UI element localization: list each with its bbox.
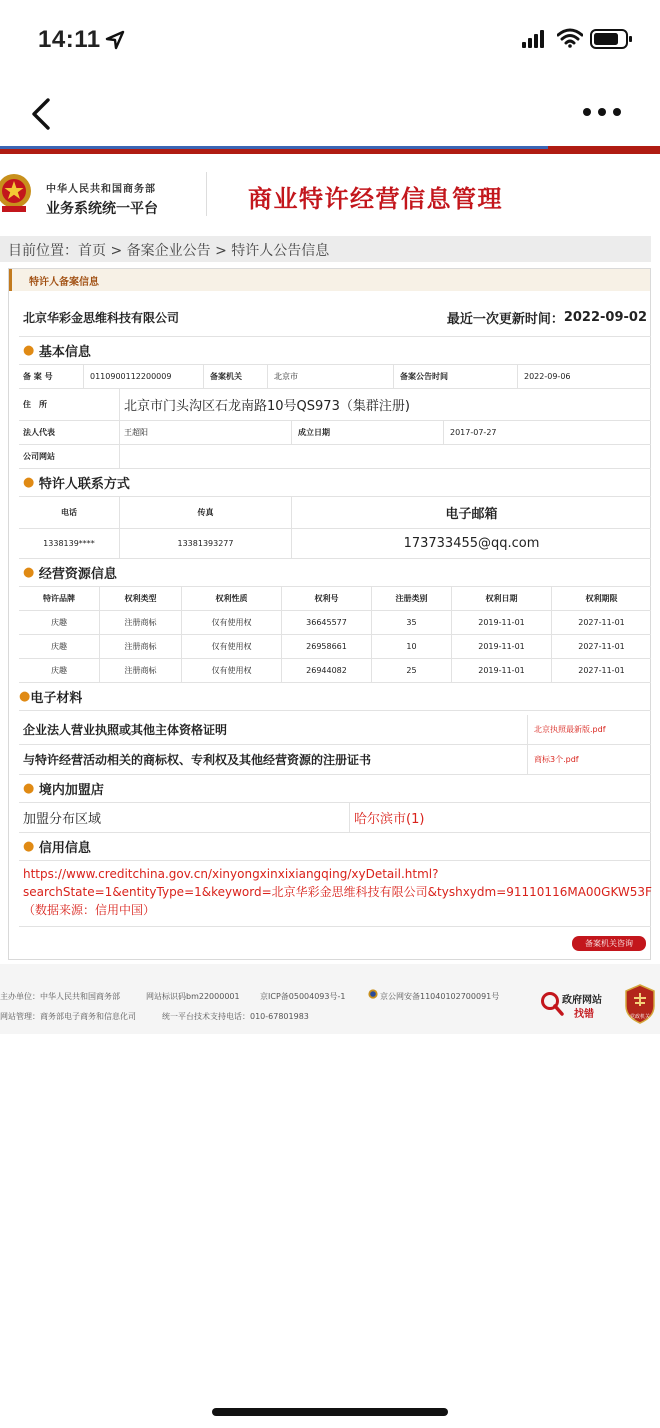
national-emblem-icon <box>0 170 34 216</box>
update-info <box>447 299 647 336</box>
status-bar <box>0 0 660 80</box>
header-divider <box>206 172 207 216</box>
panel-title: 特许人备案信息 <box>9 269 650 291</box>
material-label: 企业法人营业执照或其他主体资格证明 <box>23 723 228 737</box>
breadcrumb-separator: > <box>210 243 232 259</box>
announce-date-value: 2022-09-06 <box>517 365 651 388</box>
company-name: 北京华彩金思维科技有限公司 <box>23 311 180 325</box>
col-header: 权利日期 <box>451 587 551 610</box>
credit-url-line1[interactable]: https://www.creditchina.gov.cn/xinyongxinxixiangqing/xyDetail.html? <box>23 867 439 881</box>
home-indicator[interactable] <box>212 1408 448 1416</box>
announce-date-label: 备案公告时间 <box>393 365 517 388</box>
breadcrumb-home-link[interactable]: 首页 <box>78 243 106 259</box>
col-header: 权利期限 <box>551 587 651 610</box>
material-label: 与特许经营活动相关的商标权、专利权及其他经营资源的注册证书 <box>23 753 372 767</box>
section-materials <box>19 683 651 711</box>
platform-name: 业务系统统一平台 <box>46 201 158 217</box>
email-value[interactable]: 173733455@qq.com <box>291 529 651 558</box>
table-row <box>19 635 651 659</box>
ministry-name: 中华人民共和国商务部 <box>46 184 156 195</box>
table-cell: 10 <box>371 635 451 658</box>
bullet-dot-icon: ● <box>23 475 35 490</box>
more-options-icon[interactable] <box>582 106 622 118</box>
bullet-dot-icon: ● <box>23 343 35 358</box>
table-row <box>19 659 651 683</box>
section-credit <box>19 833 651 861</box>
table-cell: 注册商标 <box>99 635 181 658</box>
col-header: 权利性质 <box>181 587 281 610</box>
material-row <box>19 745 651 775</box>
table-cell: 庆趣 <box>51 642 67 651</box>
gov-site-label: 政府网站 <box>562 995 602 1006</box>
table-cell: 36645577 <box>281 611 371 634</box>
table-cell: 注册商标 <box>99 659 181 682</box>
table-cell: 2027-11-01 <box>551 611 651 634</box>
breadcrumb-announcements-link[interactable]: 备案企业公告 <box>126 243 211 259</box>
footer-host: 主办单位：中华人民共和国商务部 <box>0 992 120 1001</box>
credit-link[interactable] <box>19 865 651 927</box>
resources-header-row <box>19 587 651 611</box>
col-header: 权利类型 <box>99 587 181 610</box>
table-cell: 注册商标 <box>99 611 181 634</box>
col-header: 特许品牌 <box>43 594 75 603</box>
credit-url-line2[interactable]: searchState=1&entityType=1&keyword=北京华彩金思维科技有限公司&tyshxydm=91110116MA00GKW53F <box>23 885 652 899</box>
fax-value: 13381393277 <box>119 529 291 558</box>
section-title: 电子材料 <box>30 691 83 706</box>
breadcrumb-prefix: 目前位置： <box>8 243 78 259</box>
basic-row-address <box>19 389 651 421</box>
table-cell: 25 <box>371 659 451 682</box>
address-label: 住 所 <box>23 400 47 409</box>
table-row <box>19 611 651 635</box>
consult-agency-button[interactable]: 备案机关咨询 <box>572 936 646 951</box>
legal-rep-value: 王超阳 <box>119 421 291 444</box>
franchisor-info-panel <box>8 268 651 960</box>
footer-police-link[interactable]: 京公网安备11040102700091号 <box>380 992 500 1001</box>
breadcrumb-current: 特许人公告信息 <box>231 243 330 259</box>
update-label: 最近一次更新时间： <box>446 312 564 327</box>
table-cell: 26944082 <box>281 659 371 682</box>
header-top-stripe <box>0 146 660 154</box>
section-title: 经营资源信息 <box>38 567 117 582</box>
legal-rep-label: 法人代表 <box>23 428 55 437</box>
material-row <box>19 715 651 745</box>
section-basic-info <box>19 337 651 365</box>
contact-header-row <box>19 497 651 529</box>
table-cell: 仅有使用权 <box>181 635 281 658</box>
status-time: 14:11 <box>38 26 101 53</box>
section-stores <box>19 775 651 803</box>
table-cell: 26958661 <box>281 635 371 658</box>
table-cell: 庆趣 <box>51 666 67 675</box>
table-cell: 2019-11-01 <box>451 611 551 634</box>
founded-value: 2017-07-27 <box>443 421 651 444</box>
email-label: 电子邮箱 <box>291 497 651 528</box>
bullet-dot-icon: ● <box>23 781 35 796</box>
nav-bar <box>0 80 660 146</box>
cellular-signal-icon <box>522 30 548 48</box>
company-row <box>19 299 651 337</box>
bullet-dot-icon: ● <box>23 565 35 580</box>
table-cell: 35 <box>371 611 451 634</box>
region-label: 加盟分布区域 <box>23 812 102 827</box>
section-resources <box>19 559 651 587</box>
wifi-icon <box>557 28 583 48</box>
basic-row-1 <box>19 365 651 389</box>
fax-label: 传真 <box>119 497 291 528</box>
gov-error-label: 找错 <box>574 1009 594 1020</box>
section-title: 基本信息 <box>38 345 91 360</box>
bullet-dot-icon: ● <box>23 839 35 854</box>
contact-value-row <box>19 529 651 559</box>
section-title: 特许人联系方式 <box>38 477 130 492</box>
section-title: 境内加盟店 <box>38 783 104 798</box>
location-arrow-icon <box>104 29 126 51</box>
agency-value: 北京市 <box>267 365 393 388</box>
breadcrumb <box>0 236 651 262</box>
site-footer <box>0 964 660 1034</box>
party-gov-organ-badge[interactable] <box>624 984 656 1024</box>
region-value-link[interactable]: 哈尔滨市(1) <box>349 803 651 832</box>
section-contact <box>19 469 651 497</box>
update-time: 2022-09-02 <box>563 310 647 325</box>
phone-value: 1338139**** <box>43 539 95 548</box>
table-cell: 2027-11-01 <box>551 635 651 658</box>
table-cell: 仅有使用权 <box>181 611 281 634</box>
reg-no-label: 备 案 号 <box>23 372 53 381</box>
police-badge-icon <box>368 989 378 999</box>
footer-support: 统一平台技术支持电话：010-67801983 <box>162 1012 309 1021</box>
material-file-link[interactable]: 北京执照最新版.pdf <box>527 715 651 744</box>
table-cell: 仅有使用权 <box>181 659 281 682</box>
website-value[interactable] <box>119 445 651 468</box>
footer-site-id: 网站标识码bm22000001 <box>146 992 240 1001</box>
basic-row-website <box>19 445 651 469</box>
basic-row-legal <box>19 421 651 445</box>
table-cell: 庆趣 <box>51 618 67 627</box>
website-label: 公司网站 <box>23 452 55 461</box>
footer-icp-link[interactable]: 京ICP备05004093号-1 <box>260 992 346 1001</box>
section-title: 信用信息 <box>38 841 91 856</box>
founded-label: 成立日期 <box>291 421 443 444</box>
col-header: 权利号 <box>281 587 371 610</box>
table-cell: 2019-11-01 <box>451 659 551 682</box>
material-file-link[interactable]: 商标3个.pdf <box>527 745 651 774</box>
magnifier-icon <box>540 990 564 1016</box>
agency-label: 备案机关 <box>203 365 267 388</box>
table-cell: 2019-11-01 <box>451 635 551 658</box>
table-cell: 2027-11-01 <box>551 659 651 682</box>
reg-no-value: 0110900112200009 <box>83 365 203 388</box>
breadcrumb-separator: > <box>106 243 127 259</box>
phone-label: 电话 <box>61 508 77 517</box>
page-title: 商业特许经营信息管理 <box>248 185 503 213</box>
footer-manager: 网站管理：商务部电子商务和信息化司 <box>0 1012 136 1021</box>
site-header <box>0 154 660 234</box>
stores-row <box>19 803 651 833</box>
party-gov-label: 党政机关 <box>629 1014 650 1020</box>
address-value: 北京市门头沟区石龙南路10号QS973（集群注册) <box>119 389 651 420</box>
credit-source: （数据来源：信用中国） <box>23 903 156 917</box>
back-chevron-icon[interactable] <box>26 94 60 134</box>
gov-site-error-report-link[interactable] <box>540 986 608 1022</box>
bullet-dot-icon: ● <box>19 689 31 704</box>
col-header: 注册类别 <box>371 587 451 610</box>
battery-icon <box>590 28 634 50</box>
